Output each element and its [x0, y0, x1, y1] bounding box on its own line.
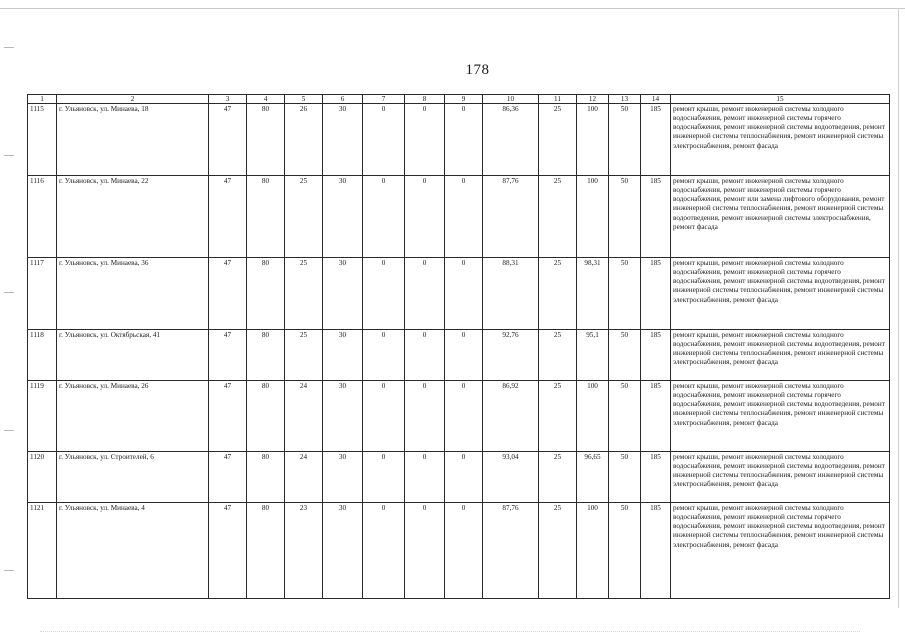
row-cell: 0 — [445, 104, 483, 176]
row-cell: 30 — [323, 104, 363, 176]
scan-edge-top — [0, 8, 905, 9]
row-cell: 100 — [577, 176, 609, 258]
row-address: г. Ульяновск, ул. Минаева, 4 — [57, 503, 209, 599]
row-id: 1115 — [28, 104, 57, 176]
row-cell: 47 — [209, 258, 247, 330]
table-row — [28, 258, 890, 330]
row-works: ремонт крыши, ремонт инженерной системы холодного водоснабжения, ремонт инженерной системы горячего водоснабжения, ремонт инженерной системы водоотведения, ремонт инженерной системы теплоснабжения, ремонт инженерной системы электроснабжения, ремонт фасада — [671, 104, 890, 176]
row-cell: 100 — [577, 503, 609, 599]
repair-program-table — [27, 94, 890, 599]
row-cell: 0 — [445, 176, 483, 258]
row-cell: 50 — [609, 381, 641, 452]
row-cell: 95,1 — [577, 330, 609, 381]
row-cell: 50 — [609, 176, 641, 258]
row-cell: 25 — [539, 330, 577, 381]
header-cell: 7 — [363, 95, 405, 104]
header-cell: 4 — [247, 95, 285, 104]
margin-mark — [4, 570, 14, 571]
row-cell: 0 — [363, 104, 405, 176]
row-cell: 25 — [285, 258, 323, 330]
row-cell: 0 — [405, 381, 445, 452]
row-cell: 0 — [445, 452, 483, 503]
row-cell: 80 — [247, 258, 285, 330]
row-cell: 0 — [445, 503, 483, 599]
row-address: г. Ульяновск, ул. Минаева, 36 — [57, 258, 209, 330]
row-cell: 50 — [609, 503, 641, 599]
row-cell: 98,31 — [577, 258, 609, 330]
row-cell: 80 — [247, 104, 285, 176]
row-cell: 0 — [405, 176, 445, 258]
row-cell: 0 — [445, 258, 483, 330]
header-cell: 14 — [641, 95, 671, 104]
row-address: г. Ульяновск, ул. Минаева, 26 — [57, 381, 209, 452]
row-cell: 26 — [285, 104, 323, 176]
row-address: г. Ульяновск, ул. Минаева, 22 — [57, 176, 209, 258]
row-cell: 47 — [209, 104, 247, 176]
row-works: ремонт крыши, ремонт инженерной системы холодного водоснабжения, ремонт инженерной системы горячего водоснабжения, ремонт инженерной системы водоотведения, ремонт инженерной системы теплоснабжения, ремонт инженерной системы электроснабжения, ремонт фасада — [671, 503, 890, 599]
row-cell: 0 — [445, 330, 483, 381]
row-cell: 50 — [609, 104, 641, 176]
row-cell: 0 — [363, 381, 405, 452]
margin-mark — [4, 430, 14, 431]
row-cell: 80 — [247, 381, 285, 452]
row-cell: 0 — [445, 381, 483, 452]
row-cell: 0 — [405, 104, 445, 176]
row-address: г. Ульяновск, ул. Строителей, 6 — [57, 452, 209, 503]
row-id: 1121 — [28, 503, 57, 599]
scan-edge-right — [898, 8, 899, 608]
row-id: 1120 — [28, 452, 57, 503]
header-cell: 3 — [209, 95, 247, 104]
row-cell: 47 — [209, 330, 247, 381]
table-row — [28, 452, 890, 503]
row-cell: 25 — [539, 503, 577, 599]
row-cell: 80 — [247, 176, 285, 258]
row-cell: 88,31 — [483, 258, 539, 330]
row-cell: 0 — [363, 452, 405, 503]
table-row — [28, 381, 890, 452]
header-cell: 2 — [57, 95, 209, 104]
page-number: 178 — [465, 62, 490, 78]
margin-mark — [4, 155, 14, 156]
row-cell: 100 — [577, 381, 609, 452]
row-id: 1118 — [28, 330, 57, 381]
table-row — [28, 176, 890, 258]
scan-footer-noise — [40, 631, 860, 632]
row-cell: 96,65 — [577, 452, 609, 503]
row-cell: 30 — [323, 176, 363, 258]
row-cell: 47 — [209, 452, 247, 503]
header-cell: 1 — [28, 95, 57, 104]
row-cell: 25 — [285, 330, 323, 381]
row-cell: 0 — [405, 258, 445, 330]
row-cell: 86,36 — [483, 104, 539, 176]
row-cell: 25 — [539, 258, 577, 330]
row-works: ремонт крыши, ремонт инженерной системы холодного водоснабжения, ремонт инженерной системы водоотведения, ремонт инженерной системы теплоснабжения, ремонт инженерной системы электроснабжения, ремонт фасада — [671, 452, 890, 503]
row-cell: 185 — [641, 381, 671, 452]
row-cell: 93,04 — [483, 452, 539, 503]
row-cell: 92,76 — [483, 330, 539, 381]
header-row — [28, 95, 890, 104]
row-address: г. Ульяновск, ул. Минаева, 18 — [57, 104, 209, 176]
row-id: 1119 — [28, 381, 57, 452]
row-works: ремонт крыши, ремонт инженерной системы холодного водоснабжения, ремонт инженерной системы горячего водоснабжения, ремонт инженерной системы водоотведения, ремонт инженерной системы теплоснабжения, ремонт инженерной системы электроснабжения, ремонт фасада — [671, 381, 890, 452]
header-cell: 6 — [323, 95, 363, 104]
row-works: ремонт крыши, ремонт инженерной системы холодного водоснабжения, ремонт инженерной системы горячего водоснабжения, ремонт инженерной системы водоотведения, ремонт инженерной системы теплоснабжения, ремонт инженерной системы электроснабжения, ремонт фасада — [671, 258, 890, 330]
row-cell: 24 — [285, 381, 323, 452]
row-cell: 0 — [363, 258, 405, 330]
row-cell: 0 — [363, 176, 405, 258]
header-cell: 13 — [609, 95, 641, 104]
row-works: ремонт крыши, ремонт инженерной системы холодного водоснабжения, ремонт инженерной системы горячего водоснабжения, ремонт или замена лифтового оборудования, ремонт инженерной системы теплоснабжения, ремонт инженерной системы водоотведения, ремонт инженерной системы электроснабжения, ремонт фасада — [671, 176, 890, 258]
row-cell: 185 — [641, 452, 671, 503]
row-id: 1117 — [28, 258, 57, 330]
header-cell: 11 — [539, 95, 577, 104]
row-cell: 47 — [209, 176, 247, 258]
margin-mark — [4, 292, 14, 293]
header-cell: 9 — [445, 95, 483, 104]
margin-mark — [4, 47, 14, 48]
header-cell: 10 — [483, 95, 539, 104]
row-cell: 185 — [641, 258, 671, 330]
row-works: ремонт крыши, ремонт инженерной системы холодного водоснабжения, ремонт инженерной системы водоотведения, ремонт инженерной системы теплоснабжения, ремонт инженерной системы электроснабжения, ремонт фасада — [671, 330, 890, 381]
row-cell: 185 — [641, 104, 671, 176]
row-cell: 50 — [609, 330, 641, 381]
row-cell: 25 — [539, 452, 577, 503]
row-cell: 50 — [609, 452, 641, 503]
row-cell: 25 — [285, 176, 323, 258]
table-row — [28, 503, 890, 599]
row-cell: 87,76 — [483, 503, 539, 599]
row-cell: 30 — [323, 330, 363, 381]
row-cell: 24 — [285, 452, 323, 503]
row-cell: 80 — [247, 330, 285, 381]
row-id: 1116 — [28, 176, 57, 258]
row-cell: 0 — [363, 503, 405, 599]
header-cell: 15 — [671, 95, 890, 104]
table-row — [28, 330, 890, 381]
table-row — [28, 104, 890, 176]
row-cell: 30 — [323, 503, 363, 599]
row-cell: 185 — [641, 503, 671, 599]
row-cell: 47 — [209, 381, 247, 452]
row-cell: 30 — [323, 258, 363, 330]
row-cell: 25 — [539, 104, 577, 176]
row-cell: 185 — [641, 330, 671, 381]
row-cell: 50 — [609, 258, 641, 330]
row-cell: 0 — [405, 503, 445, 599]
header-cell: 8 — [405, 95, 445, 104]
row-cell: 25 — [539, 381, 577, 452]
row-cell: 0 — [405, 452, 445, 503]
header-cell: 12 — [577, 95, 609, 104]
row-cell: 80 — [247, 503, 285, 599]
row-cell: 87,76 — [483, 176, 539, 258]
row-cell: 86,92 — [483, 381, 539, 452]
row-cell: 30 — [323, 381, 363, 452]
row-address: г. Ульяновск, ул. Октябрьская, 41 — [57, 330, 209, 381]
row-cell: 47 — [209, 503, 247, 599]
row-cell: 80 — [247, 452, 285, 503]
header-cell: 5 — [285, 95, 323, 104]
row-cell: 23 — [285, 503, 323, 599]
row-cell: 30 — [323, 452, 363, 503]
row-cell: 100 — [577, 104, 609, 176]
row-cell: 0 — [405, 330, 445, 381]
row-cell: 25 — [539, 176, 577, 258]
row-cell: 0 — [363, 330, 405, 381]
row-cell: 185 — [641, 176, 671, 258]
